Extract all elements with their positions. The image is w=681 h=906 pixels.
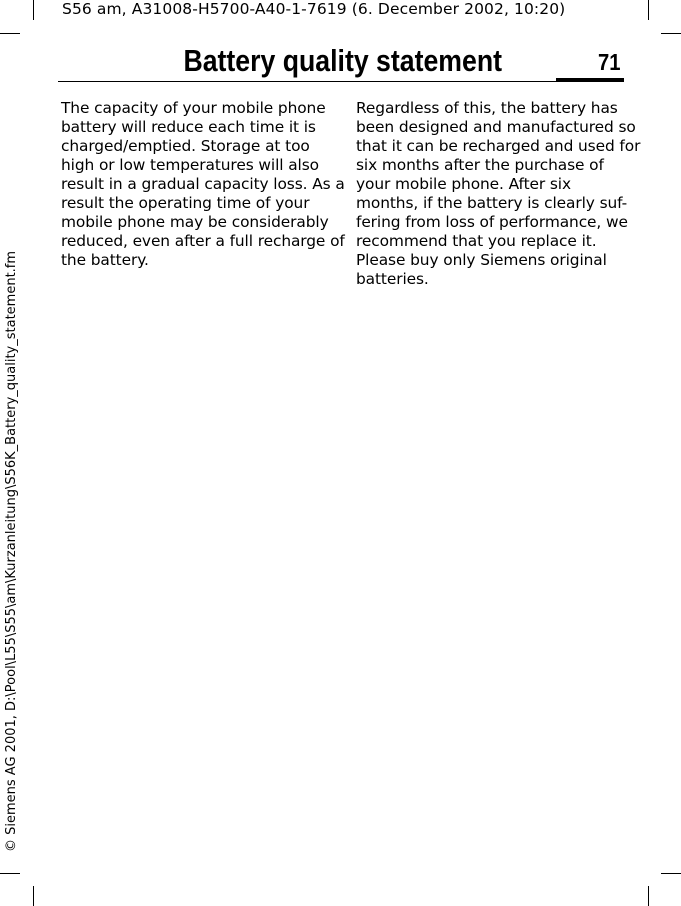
title-rule: [58, 81, 624, 82]
body-line: reduced, even after a full recharge of: [61, 232, 345, 250]
page-number-rule: [556, 78, 624, 82]
body-line: mobile phone may be considerably: [61, 213, 329, 231]
body-line: result in a gradual capacity loss. As a: [61, 175, 345, 193]
body-column-left: [61, 99, 345, 270]
body-line: The capacity of your mobile phone: [61, 99, 326, 117]
crop-mark-top-right-v: [648, 0, 649, 20]
page-number: 71: [598, 49, 621, 75]
body-line: that it can be recharged and used for: [356, 137, 641, 155]
crop-mark-bottom-left-h: [0, 873, 20, 874]
body-line: fering from loss of performance, we: [356, 213, 628, 231]
crop-mark-bottom-right-v: [648, 886, 649, 906]
body-line: result the operating time of your: [61, 194, 310, 212]
crop-mark-bottom-right-h: [661, 873, 681, 874]
body-line: been designed and manufactured so: [356, 118, 636, 136]
crop-mark-top-left-v: [33, 0, 34, 20]
body-line: six months after the purchase of: [356, 156, 604, 174]
crop-mark-top-left-h: [0, 33, 20, 34]
sidebar-file-path: © Siemens AG 2001, D:\Pool\L55\S55\am\Kurzanleitung\S56K_Battery_quality_statement.fm: [4, 250, 19, 852]
body-line: high or low temperatures will also: [61, 156, 319, 174]
body-line: recommend that you replace it.: [356, 232, 597, 250]
body-line: batteries.: [356, 270, 429, 288]
body-line: Please buy only Siemens original: [356, 251, 607, 269]
crop-mark-top-right-h: [661, 33, 681, 34]
body-line: months, if the battery is clearly suf-: [356, 194, 628, 212]
body-line: battery will reduce each time it is: [61, 118, 316, 136]
body-line: charged/emptied. Storage at too: [61, 137, 310, 155]
body-column-right: [356, 99, 641, 289]
page-title: Battery quality statement: [183, 43, 503, 78]
crop-mark-bottom-left-v: [33, 886, 34, 906]
body-line: your mobile phone. After six: [356, 175, 571, 193]
header-meta: S56 am, A31008-H5700-A40-1-7619 (6. December 2002, 10:20): [62, 0, 566, 18]
body-line: Regardless of this, the battery has: [356, 99, 618, 117]
body-line: the battery.: [61, 251, 149, 269]
